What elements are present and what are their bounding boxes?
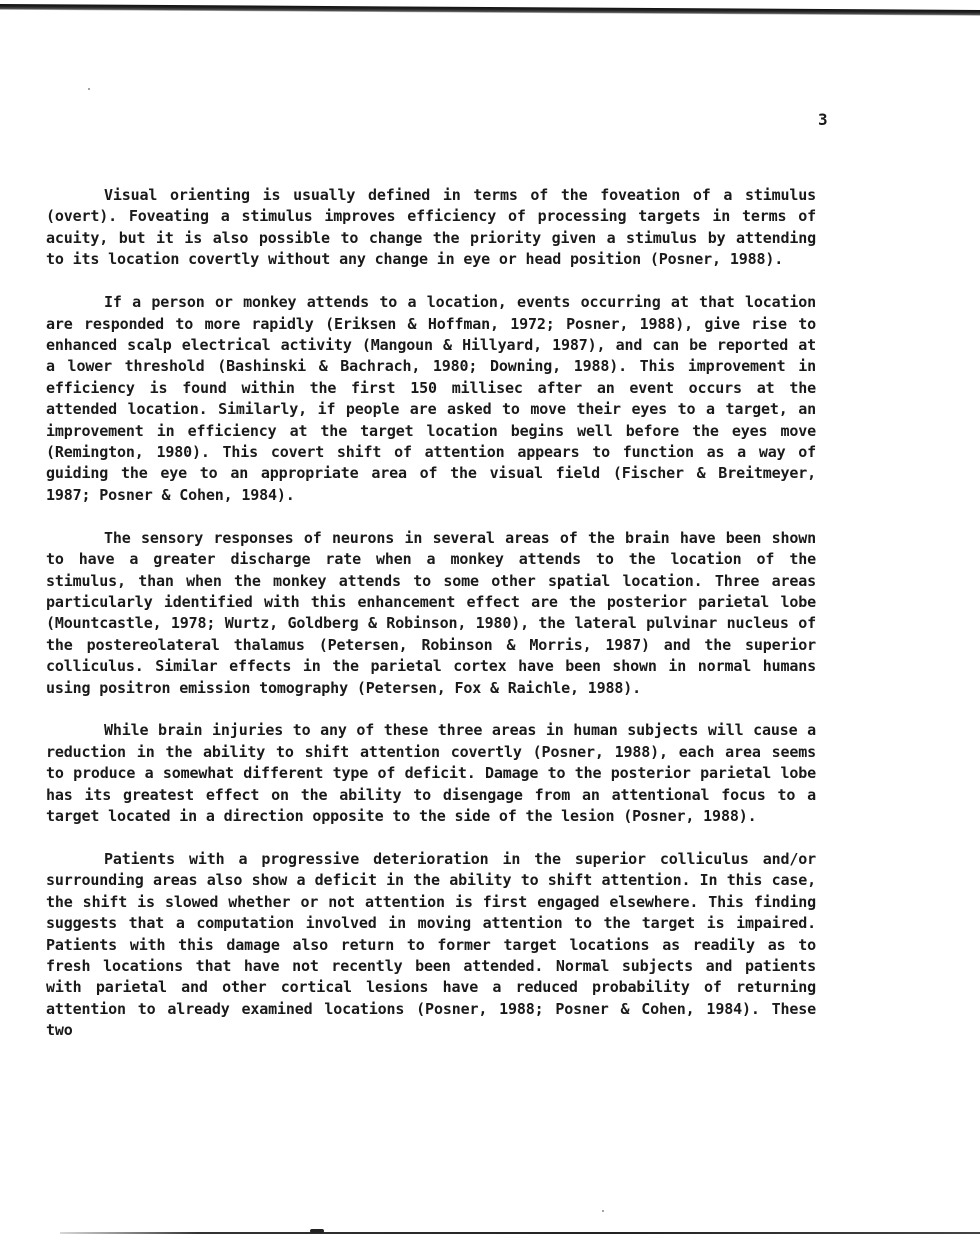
scan-speck [602,1210,604,1212]
paragraph-neuron-responses: The sensory responses of neurons in several areas of the brain have been shown to have a greater discharge rate when a monkey attends to the location of the stimulus, than when the monkey attends to some other spatial location. Three areas particularly identified with this enhancement effect are the posterior parietal lobe (Mountcastle, 1978; Wurtz, Goldberg & Robinson, 1980), the lateral pulvinar nucleus of the postereolateral thalamus (Petersen, Robinson & Morris, 1987) and the superior colliculus. Similar effects in the parietal cortex have been shown in normal humans using positron emission tomography (Petersen, Fox & Raichle, 1988). [46,528,816,697]
paragraph-attention-efficiency: If a person or monkey attends to a location, events occurring at that location are responded to more rapidly (Eriksen & Hoffman, 1972; Posner, 1988), give rise to enhanced scalp electrical activity (Mangoun & Hillyard, 1987), and can be reported at a lower threshold (Bashinski & Bachrach, 1980; Downing, 1988). This improvement in efficiency is found within the first 150 millisec after an event occurs at the attended location. Similarly, if people are asked to move their eyes to a target, an improvement in efficiency at the target location begins well before the eyes move (Remington, 1980). This covert shift of attention appears to function as a way of guiding the eye to an appropriate area of the visual field (Fischer & Breitmeyer, 1987; Posner & Cohen, 1984). [46,293,816,504]
scan-border-top [0,4,980,16]
paragraph-visual-orienting: Visual orienting is usually defined in terms of the foveation of a stimulus (overt). Foveating a stimulus improves efficiency of processing targets in terms of acuity, but it is also possible to change the priority given a stimulus by attending to its location covertly without any change in eye or head position (Posner, 1988). [46,186,816,269]
paragraph-superior-colliculus: Patients with a progressive deterioration in the superior colliculus and/or surrounding areas also show a deficit in the ability to shift attention. In this case, the shift is slowed whether or not attention is first engaged elsewhere. This finding suggests that a computation involved in moving attention to the target is impaired. Patients with this damage also return to former target locations as readily as to fresh locations that have not recently been attended. Normal subjects and patients with parietal and other cortical lesions have a reduced probability of returning attention to already examined locations (Posner, 1988; Posner & Cohen, 1984). These two [46,849,816,1040]
scan-speck [88,88,90,90]
scan-border-bottom-mark [310,1229,324,1233]
document-body [46,185,816,1063]
page-number: 3 [818,110,828,129]
paragraph-brain-injuries: While brain injuries to any of these three areas in human subjects will cause a reduction in the ability to shift attention covertly (Posner, 1988), each area seems to produce a somewhat different type of deficit. Damage to the posterior parietal lobe has its greatest effect on the ability to disengage from an attentional focus to a target located in a direction opposite to the side of the lesion (Posner, 1988). [46,721,816,826]
scan-border-bottom [60,1232,980,1234]
